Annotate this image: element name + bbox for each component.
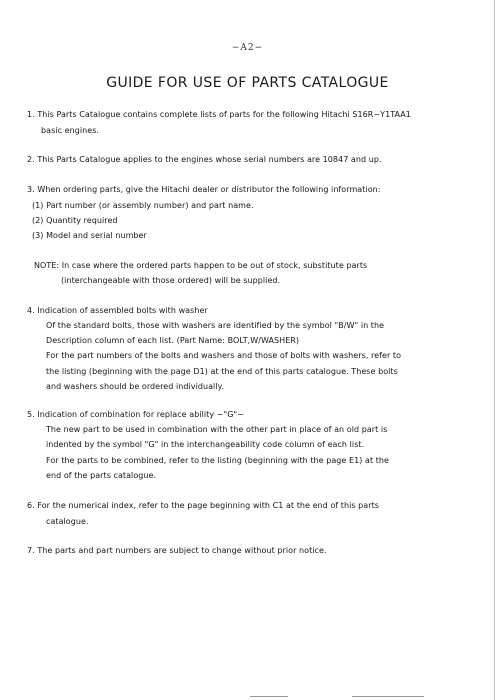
item-6-line-2: catalogue. — [46, 517, 89, 526]
item-5-line-4: For the parts to be combined, refer to the listing (beginning with the page E1) at the — [46, 456, 390, 465]
note-line-1: NOTE: In case where the ordered parts happen to be out of stock, substitute parts — [34, 261, 368, 270]
item-5-line-5: end of the parts catalogue. — [46, 471, 157, 480]
item-4-line-4: For the part numbers of the bolts and washers and those of bolts with washers, refer to — [46, 351, 402, 360]
item-5-line-3: indented by the symbol "G" in the interchangeability code column of each list. — [46, 440, 365, 449]
item-7-line-1: 7. The parts and part numbers are subject to change without prior notice. — [27, 546, 327, 555]
item-3-sub-2: (2) Quantity required — [32, 216, 118, 225]
page-number: −A2− — [231, 43, 264, 53]
item-3-line-1: 3. When ordering parts, give the Hitachi dealer or distributor the following information: — [27, 185, 381, 194]
item-6-line-1: 6. For the numerical index, refer to the page beginning with C1 at the end of this parts — [27, 501, 379, 510]
note-line-2: (interchangeable with those ordered) will be supplied. — [61, 276, 281, 285]
item-2-line-1: 2. This Parts Catalogue applies to the engines whose serial numbers are 10847 and up. — [27, 155, 382, 164]
item-5-line-2: The new part to be used in combination with the other part in place of an old part is — [46, 425, 388, 434]
item-4-line-2: Of the standard bolts, those with washers are identified by the symbol "B/W" in the — [46, 321, 385, 330]
item-4-line-6: and washers should be ordered individually. — [46, 382, 224, 391]
item-4-line-1: 4. Indication of assembled bolts with washer — [27, 306, 208, 315]
item-5-line-1: 5. Indication of combination for replace ability −"G"− — [27, 410, 244, 419]
item-1-line-2: basic engines. — [41, 126, 100, 135]
item-3-sub-3: (3) Model and serial number — [32, 231, 147, 240]
item-4-line-5: the listing (beginning with the page D1) at the end of this parts catalogue. These bolts — [46, 367, 398, 376]
item-1-line-1: 1. This Parts Catalogue contains complete lists of parts for the following Hitachi S16R−Y1TAA1 — [27, 110, 411, 119]
page-title: GUIDE FOR USE OF PARTS CATALOGUE — [106, 75, 389, 91]
bottom-scan-mark-right — [352, 696, 424, 697]
item-3-sub-1: (1) Part number (or assembly number) and part name. — [32, 201, 254, 210]
bottom-scan-mark-left — [250, 696, 288, 697]
item-4-line-3: Description column of each list. (Part Name: BOLT,W/WASHER) — [46, 336, 300, 345]
